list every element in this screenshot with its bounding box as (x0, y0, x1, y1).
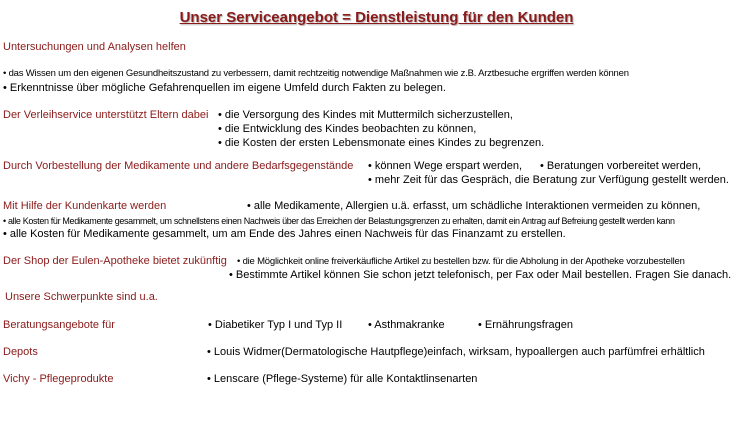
vorbestellung-heading: Durch Vorbestellung der Medikamente und andere Bedarfsgegenstände (3, 160, 354, 172)
shop-bullet-2: • Bestimmte Artikel können Sie schon jetzt telefonisch, per Fax oder Mail bestellen. Fragen Sie danach. (229, 269, 732, 281)
untersuchungen-bullet-1: • das Wissen um den eigenen Gesundheitszustand zu verbessern, damit rechtzeitig notwendige Maßnahmen wie z.B. Arztbesuche ergriffen werden können (3, 68, 629, 79)
vorbestellung-bullet-1: • können Wege erspart werden, (368, 160, 523, 172)
kundenkarte-bullet-1: • alle Medikamente, Allergien u.ä. erfasst, um schädliche Interaktionen vermeiden zu können, (247, 200, 701, 212)
kundenkarte-heading: Mit Hilfe der Kundenkarte werden (3, 200, 167, 212)
shop-heading: Der Shop der Eulen-Apotheke bietet zukünftig (3, 255, 227, 267)
beratung-item-diabetiker: • Diabetiker Typ I und Typ II (208, 319, 343, 331)
verleih-bullet-3: • die Kosten der ersten Lebensmonate eines Kindes zu begrenzen. (218, 137, 545, 149)
verleih-bullet-2: • die Entwicklung des Kindes beobachten zu können, (218, 123, 477, 135)
untersuchungen-heading: Untersuchungen und Analysen helfen (3, 41, 186, 53)
schwerpunkte-heading: Unsere Schwerpunkte sind u.a. (5, 291, 158, 303)
beratung-label: Beratungsangebote für (3, 319, 115, 331)
vichy-label: Vichy - Pflegeprodukte (3, 373, 114, 385)
verleih-heading: Der Verleihservice unterstützt Eltern dabei (3, 109, 209, 121)
vorbestellung-bullet-2: • Beratungen vorbereitet werden, (540, 160, 702, 172)
depots-item-widmer: • Louis Widmer(Dermatologische Hautpflege)einfach, wirksam, hypoallergen auch parfümfrei erhältlich (207, 346, 705, 358)
beratung-item-ernaehrung: • Ernährungsfragen (478, 319, 573, 331)
vorbestellung-bullet-3: • mehr Zeit für das Gespräch, die Beratung zur Verfügung gestellt werden. (368, 174, 729, 186)
untersuchungen-bullet-2: • Erkenntnisse über mögliche Gefahrenquellen im eigene Umfeld durch Fakten zu belegen. (3, 82, 446, 94)
verleih-bullet-1: • die Versorgung des Kindes mit Muttermilch sicherzustellen, (218, 109, 513, 121)
beratung-item-asthma: • Asthmakranke (368, 319, 445, 331)
vichy-item-lenscare: • Lenscare (Pflege-Systeme) für alle Kontaktlinsenarten (207, 373, 478, 385)
depots-label: Depots (3, 346, 38, 358)
page-title: Unser Serviceangebot = Dienstleistung für den Kunden (179, 9, 574, 26)
shop-bullet-1: • die Möglichkeit online freiverkäufliche Artikel zu bestellen bzw. für die Abholung in der Apotheke vorzubestellen (237, 256, 685, 267)
kundenkarte-bullet-3: • alle Kosten für Medikamente gesammelt, um am Ende des Jahres einen Nachweis für das Finanzamt zu erstellen. (3, 228, 566, 240)
kundenkarte-bullet-2: • alle Kosten für Medikamente gesammelt, um schnellstens einen Nachweis über das Erreichen der Belastungsgrenzen zu erhalten, damit ein Antrag auf Befreiung gestellt werden kann (3, 216, 675, 226)
